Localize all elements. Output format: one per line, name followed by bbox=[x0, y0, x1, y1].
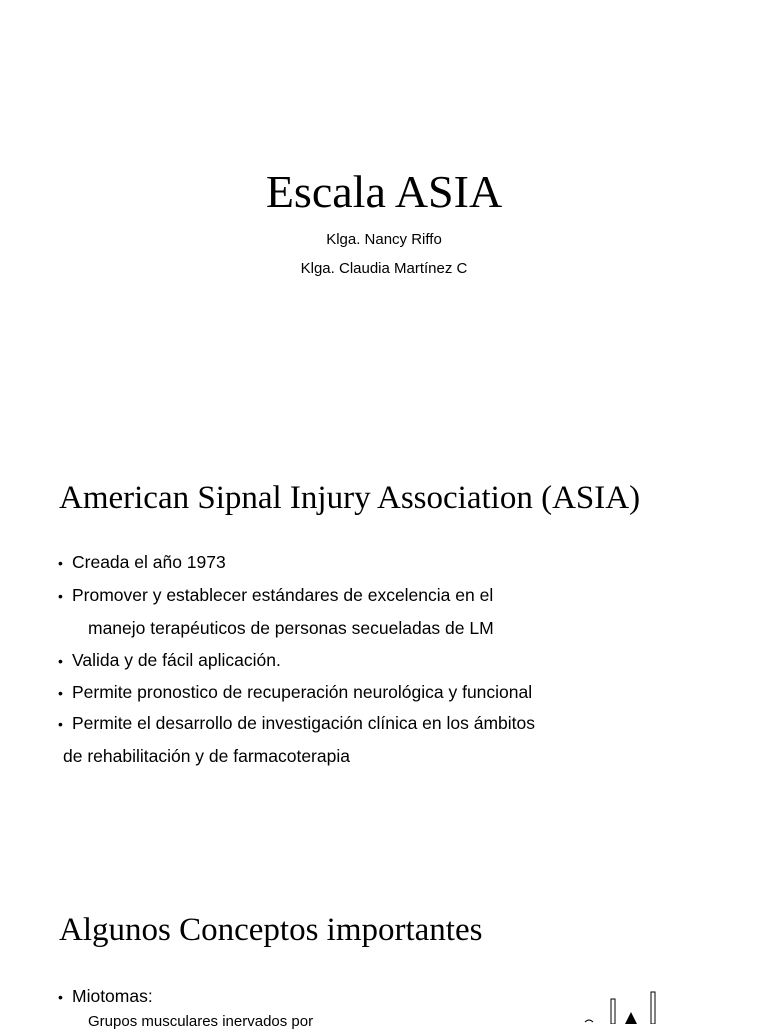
bullet-text: Permite el desarrollo de investigación clínica en los ámbitos bbox=[72, 713, 536, 733]
bullet-dot: • bbox=[58, 685, 63, 701]
slide-heading: American Sipnal Injury Association (ASIA) bbox=[59, 480, 641, 516]
bullet-item bbox=[58, 712, 535, 735]
bullet-continuation: manejo terapéuticos de personas secueladas de LM bbox=[88, 618, 494, 638]
bullet-dot: • bbox=[58, 588, 63, 604]
bullet-text: Promover y establecer estándares de excelencia en el bbox=[72, 585, 494, 605]
bullet-item bbox=[58, 584, 493, 607]
bullet-dot: • bbox=[58, 555, 63, 571]
author-2: Klga. Claudia Martínez C bbox=[300, 260, 468, 277]
bullet-item bbox=[58, 551, 226, 574]
author-1: Klga. Nancy Riffo bbox=[326, 231, 442, 248]
bullet-text: Creada el año 1973 bbox=[72, 552, 226, 572]
partial-diagram-figure bbox=[565, 988, 665, 1024]
presentation-title: Escala ASIA bbox=[265, 166, 503, 217]
bullet-item bbox=[58, 681, 532, 704]
bullet-text: Permite pronostico de recuperación neurológica y funcional bbox=[72, 682, 533, 702]
bullet-continuation: de rehabilitación y de farmacoterapia bbox=[63, 746, 350, 766]
slide-asia-overview bbox=[0, 430, 768, 860]
bullet-text: Valida y de fácil aplicación. bbox=[72, 650, 281, 670]
bullet-dot: • bbox=[58, 989, 63, 1005]
bullet-item bbox=[58, 649, 281, 672]
bullet-dot: • bbox=[58, 716, 63, 732]
bullet-sub-text: Grupos musculares inervados por bbox=[88, 1013, 314, 1030]
slide-heading: Algunos Conceptos importantes bbox=[59, 912, 483, 948]
bullet-item bbox=[58, 985, 153, 1008]
slide-concepts bbox=[0, 860, 768, 1030]
slide-title bbox=[0, 0, 768, 430]
bullet-text: Miotomas: bbox=[72, 986, 153, 1006]
bullet-dot: • bbox=[58, 653, 63, 669]
